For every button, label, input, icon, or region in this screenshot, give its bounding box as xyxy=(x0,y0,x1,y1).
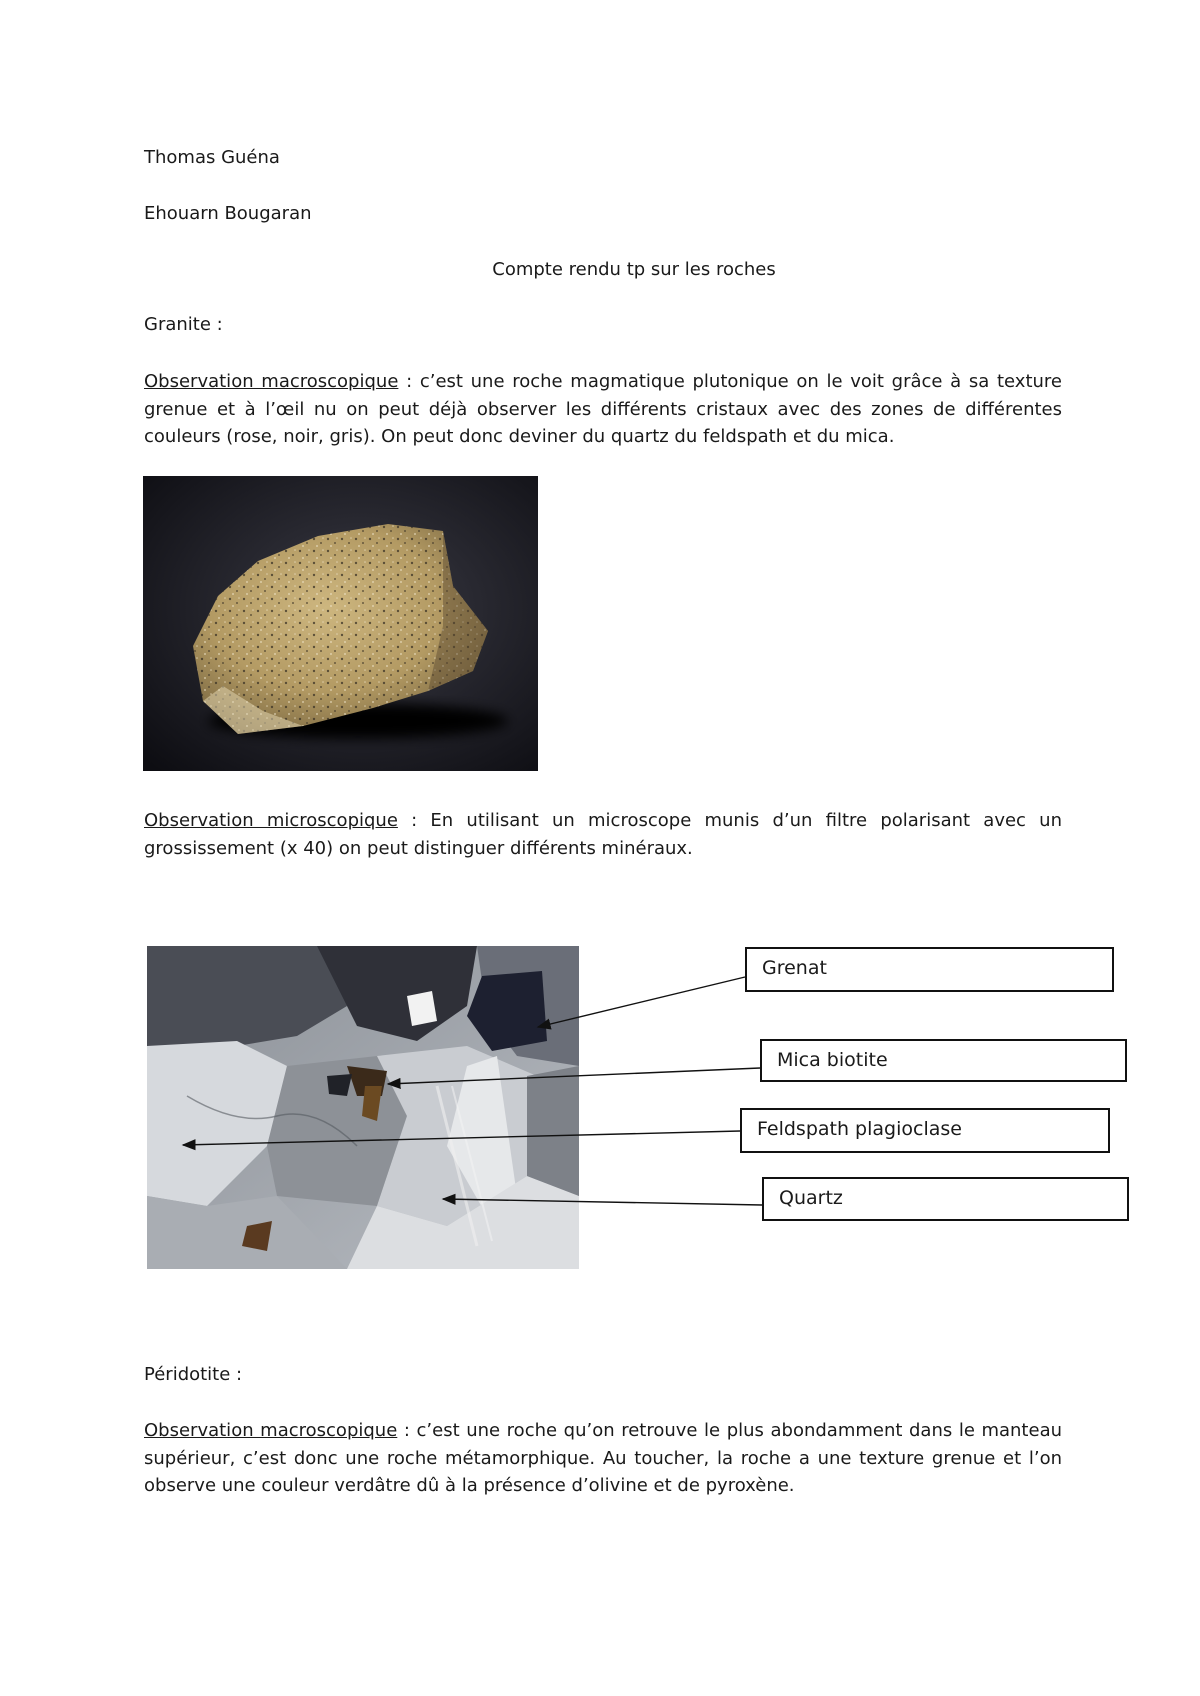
peridotite-macro-paragraph xyxy=(144,1417,1062,1500)
granite-macro-paragraph xyxy=(144,368,1062,451)
label-grenat: Grenat xyxy=(745,947,1114,992)
author-name: Thomas Guéna xyxy=(144,147,280,168)
granite-micro-label: Observation microscopique xyxy=(144,810,398,831)
page-title: Compte rendu tp sur les roches xyxy=(492,259,776,280)
label-quartz: Quartz xyxy=(762,1177,1129,1221)
label-feldspath-plagioclase: Feldspath plagioclase xyxy=(740,1108,1110,1153)
section-heading-peridotite: Péridotite : xyxy=(144,1364,243,1385)
granite-micro-paragraph xyxy=(144,807,1062,862)
granite-micro-text: : En utilisant un microscope munis d’un filtre polarisant avec un grossissement (x 40) on peut distinguer différents minéraux. xyxy=(144,810,1062,859)
peridotite-macro-label: Observation macroscopique xyxy=(144,1420,398,1441)
peridotite-macro-text: : c’est une roche qu’on retrouve le plus abondamment dans le manteau supérieur, c’est donc une roche métamorphique. Au toucher, la roche a une texture grenue et l’on observe une couleur verdâtre dû à la présence d’olivine et de pyroxène. xyxy=(144,1420,1063,1496)
granite-macro-label: Observation macroscopique xyxy=(144,371,399,392)
granite-macro-text: : c’est une roche magmatique plutonique on le voit grâce à sa texture grenue et à l’œil nu on peut déjà observer les différents cristaux avec des zones de différentes couleurs (rose, noir, gris). On peut donc deviner du quartz du feldspath et du mica. xyxy=(144,371,1063,447)
granite-thin-section-photo xyxy=(147,946,579,1269)
label-mica-biotite: Mica biotite xyxy=(760,1039,1127,1082)
author-name: Ehouarn Bougaran xyxy=(144,203,312,224)
granite-photo xyxy=(143,476,538,771)
section-heading-granite: Granite : xyxy=(144,314,223,335)
